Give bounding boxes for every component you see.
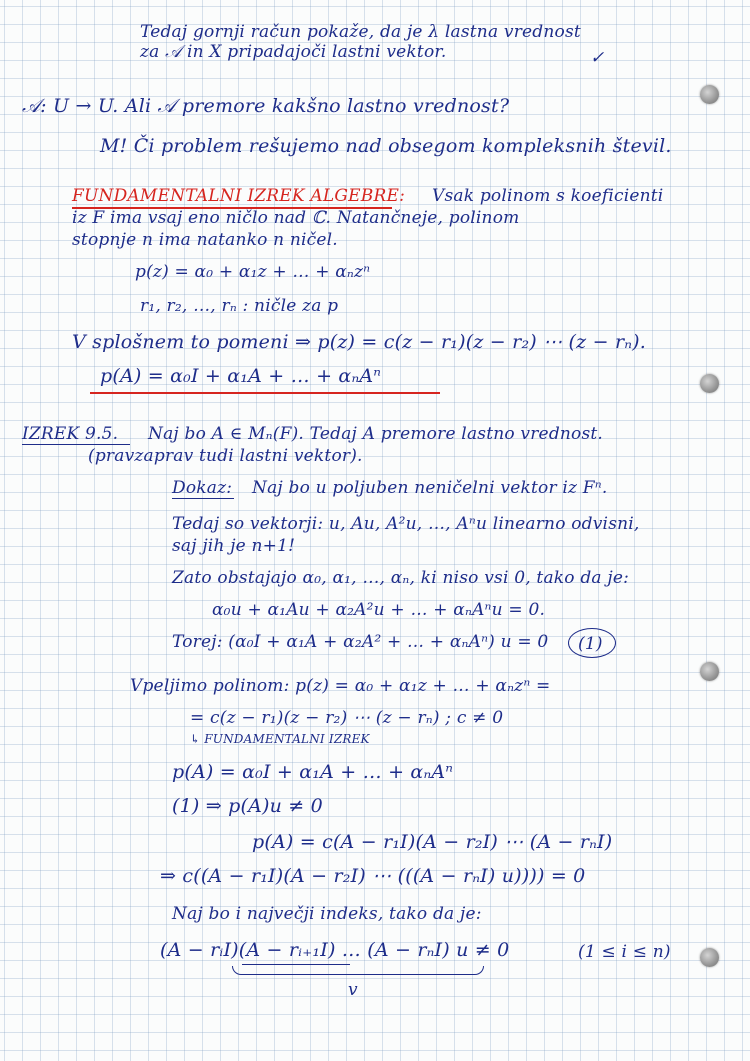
note-line-27: Naj bo i največji indeks, tako da je:	[172, 904, 482, 924]
note-line-19: Torej: (α₀I + α₁A + α₂A² + … + αₙAⁿ) u = 0	[172, 632, 549, 652]
fundamental-theorem-title: FUNDAMENTALNI IZREK ALGEBRE:	[72, 186, 405, 206]
tag-circle	[568, 628, 616, 658]
note-line-23: p(A) = α₀I + α₁A + … + αₙAⁿ	[172, 761, 454, 783]
binder-hole-1	[700, 85, 719, 104]
matrix-polynomial: p(A) = α₀I + α₁A + … + αₙAⁿ	[100, 365, 382, 387]
note-line-26: ⇒ c((A − r₁I)(A − r₂I) ⋯ (((A − rₙI) u)))) = 0	[160, 865, 586, 887]
underbrace	[232, 966, 484, 975]
note-line-21: = c(z − r₁)(z − r₂) ⋯ (z − rₙ) ; c ≠ 0	[190, 708, 504, 728]
linear-combination: α₀u + α₁Au + α₂A²u + … + αₙAⁿu = 0.	[212, 600, 546, 620]
binder-hole-3	[700, 662, 719, 681]
note-line-24: (1) ⇒ p(A)u ≠ 0	[172, 795, 323, 817]
note-line-16: saj jih je n+1!	[172, 536, 296, 556]
note-line-20: Vpeljimo polinom: p(z) = α₀ + α₁z + … + αₙzⁿ =	[130, 676, 551, 696]
note-line-1: Tedaj gornji račun pokaže, da je λ lastna vrednost	[140, 22, 581, 42]
theorem-title-underline	[22, 444, 130, 445]
note-line-2: za 𝒜 in X pripadajoči lastni vektor.	[140, 42, 447, 62]
note-line-14: Naj bo u poljuben neničelni vektor iz Fⁿ.	[252, 478, 608, 498]
binder-hole-4	[700, 948, 719, 967]
note-line-5: Vsak polinom s koeficienti	[432, 186, 664, 206]
binder-hole-2	[700, 374, 719, 393]
note-line-7: stopnje n ima natanko n ničel.	[72, 230, 338, 250]
note-line-25: p(A) = c(A − r₁I)(A − r₂I) ⋯ (A − rₙI)	[252, 831, 613, 853]
note-line-15: Tedaj so vektorji: u, Au, A²u, …, Aⁿu linearno odvisni,	[172, 514, 640, 534]
theorem-title: IZREK 9.5.	[22, 424, 119, 444]
equation-tag-1: (1)	[578, 634, 603, 654]
note-line-3: 𝒜: U → U. Ali 𝒜 premore kakšno lastno vrednost?	[22, 95, 510, 117]
index-condition: (1 ≤ i ≤ n)	[578, 942, 671, 962]
note-line-13: (pravzaprav tudi lastni vektor).	[88, 446, 363, 466]
note-line-4: M! Či problem rešujemo nad obsegom kompleksnih števil.	[100, 135, 672, 157]
proof-title: Dokaz:	[172, 478, 233, 498]
note-line-28: (A − rᵢI)(A − rᵢ₊₁I) … (A − rₙI) u ≠ 0	[160, 939, 510, 961]
note-line-12: Naj bo A ∈ Mₙ(F). Tedaj A premore lastno vrednost.	[148, 424, 604, 444]
formula-underline-red	[90, 392, 440, 394]
note-line-6: iz F ima vsaj eno ničlo nad ℂ. Natančneje, polinom	[72, 208, 520, 228]
note-line-17: Zato obstajajo α₀, α₁, …, αₙ, ki niso vsi 0, tako da je:	[172, 568, 630, 588]
polynomial-roots: r₁, r₂, …, rₙ : ničle za p	[140, 296, 339, 316]
check-mark: ✓	[590, 48, 605, 68]
proof-title-underline	[172, 498, 234, 499]
factor-underline	[242, 964, 350, 965]
polynomial-definition: p(z) = α₀ + α₁z + … + αₙzⁿ	[135, 262, 371, 282]
note-line-10: V splošnem to pomeni ⇒ p(z) = c(z − r₁)(z − r₂) ⋯ (z − rₙ).	[72, 331, 647, 353]
fundamental-theorem-ref: ↳ FUNDAMENTALNI IZREK	[190, 732, 370, 746]
underbrace-label: v	[348, 980, 358, 1000]
